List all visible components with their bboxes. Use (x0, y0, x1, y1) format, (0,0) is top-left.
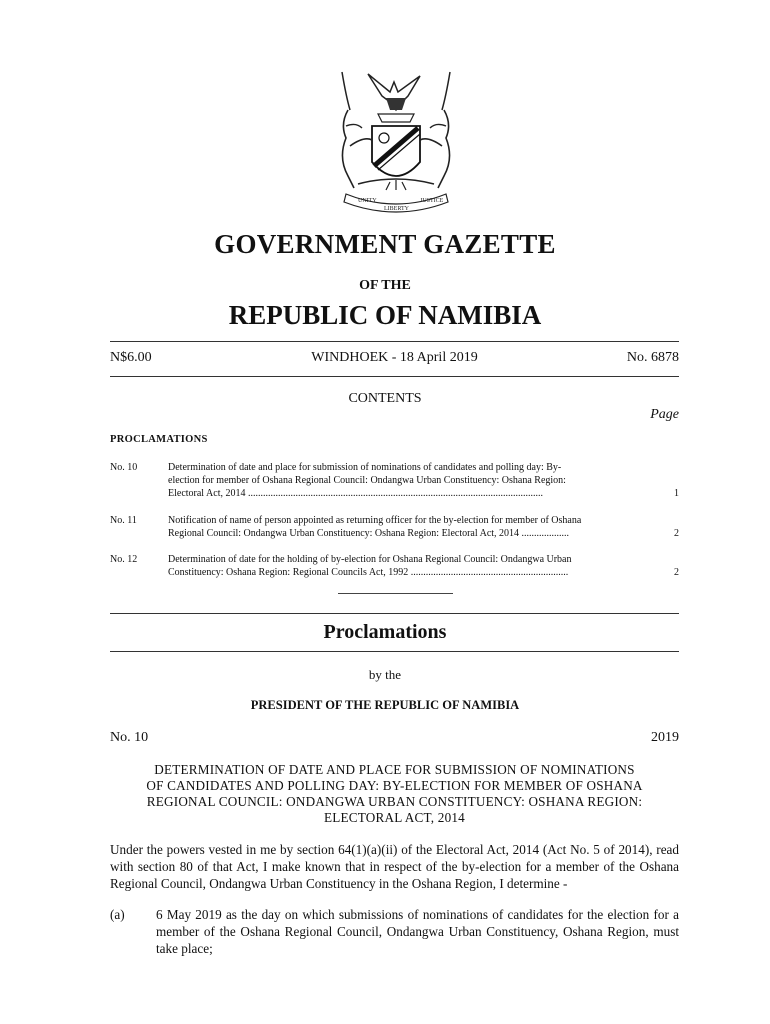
toc-entry-description (168, 461, 638, 500)
proclamation-number-row (110, 730, 679, 748)
item-text: 6 May 2019 as the day on which submissions of nominations of candidates for the election for a member of the Oshana Regional Council, Ondangwa Urban Constituency, Oshana Region, must take place; (156, 907, 679, 956)
toc-entry-number: No. 11 (110, 515, 137, 526)
president-heading: PRESIDENT OF THE REPUBLIC OF NAMIBIA (250, 698, 520, 712)
toc-entry-line: Determination of date and place for submission of nominations of candidates and polling day: By- (168, 462, 562, 473)
toc-entry-page: 1 (674, 488, 679, 499)
toc-entry-page: 2 (674, 528, 679, 539)
svg-text:UNITY: UNITY (358, 198, 377, 204)
contents-end-rule (338, 593, 453, 594)
toc-entry (110, 553, 679, 581)
toc-entry-line: Regional Council: Ondangwa Urban Constituency: Oshana Region: Electoral Act, 2014 ................... (168, 528, 570, 539)
toc-entry-line: Electoral Act, 2014 ...................................................................................................................... (168, 488, 543, 499)
contents-heading: CONTENTS (348, 391, 422, 406)
toc-entry-line: election for member of Oshana Regional Council: Ondangwa Urban Constituency: Oshana Region: (168, 475, 566, 486)
section-top-rule (110, 613, 679, 614)
toc-entry-line: Determination of date for the holding of by-election for Oshana Regional Council: Ondangwa Urban (168, 554, 572, 565)
toc-entry (110, 461, 679, 503)
gazette-title: GOVERNMENT GAZETTE (214, 229, 556, 259)
toc-entry-number: No. 10 (110, 462, 138, 473)
proclamation-title-line: REGIONAL COUNCIL: ONDANGWA URBAN CONSTITUENCY: OSHANA REGION: (146, 794, 643, 809)
proclamation-title-line: ELECTORAL ACT, 2014 (324, 810, 465, 825)
proclamation-title (110, 762, 679, 826)
toc-entry (110, 514, 679, 542)
toc-entry-description (168, 514, 638, 540)
issue-number: No. 6878 (626, 350, 679, 365)
republic-title: REPUBLIC OF NAMIBIA (228, 300, 542, 330)
place-date-label: WINDHOEK - 18 April 2019 (311, 350, 478, 365)
svg-text:JUSTICE: JUSTICE (420, 198, 444, 204)
proclamation-number: No. 10 (110, 730, 149, 745)
section-bottom-rule (110, 651, 679, 652)
price-label: N$6.00 (110, 350, 152, 365)
proclamation-year: 2019 (651, 730, 679, 745)
svg-text:LIBERTY: LIBERTY (384, 206, 409, 212)
toc-entry-page: 2 (674, 567, 679, 578)
section-title: Proclamations (323, 621, 447, 643)
body-paragraph: Under the powers vested in me by section 64(1)(a)(ii) of the Electoral Act, 2014 (Act No. 5 of 2014), read with section 80 of that Act, I make known that in respect of the by-election for a member of the Oshana Regional Council, Ondangwa Urban Constituency in the Oshana Region, I determine - (110, 842, 679, 891)
toc-entry-description (168, 553, 638, 579)
issue-info-row (110, 350, 679, 370)
by-the-label: by the (368, 667, 402, 682)
header-bottom-rule (110, 376, 679, 377)
coat-of-arms-logo (328, 66, 464, 216)
toc-entry-number: No. 12 (110, 554, 138, 565)
header-top-rule (110, 341, 679, 342)
page-column-label: Page (650, 407, 679, 422)
proclamation-title-line: DETERMINATION OF DATE AND PLACE FOR SUBMISSION OF NOMINATIONS (154, 762, 635, 777)
contents-section-heading: PROCLAMATIONS (110, 434, 208, 445)
item-label: (a) (110, 907, 125, 922)
gazette-subtitle: OF THE (359, 278, 411, 293)
proclamation-title-line: OF CANDIDATES AND POLLING DAY: BY-ELECTION FOR MEMBER OF OSHANA (146, 778, 643, 793)
toc-entry-line: Constituency: Oshana Region: Regional Councils Act, 1992 ............................................................... (168, 567, 569, 578)
toc-entry-line: Notification of name of person appointed as returning officer for the by-election for member of Oshana (168, 515, 582, 526)
